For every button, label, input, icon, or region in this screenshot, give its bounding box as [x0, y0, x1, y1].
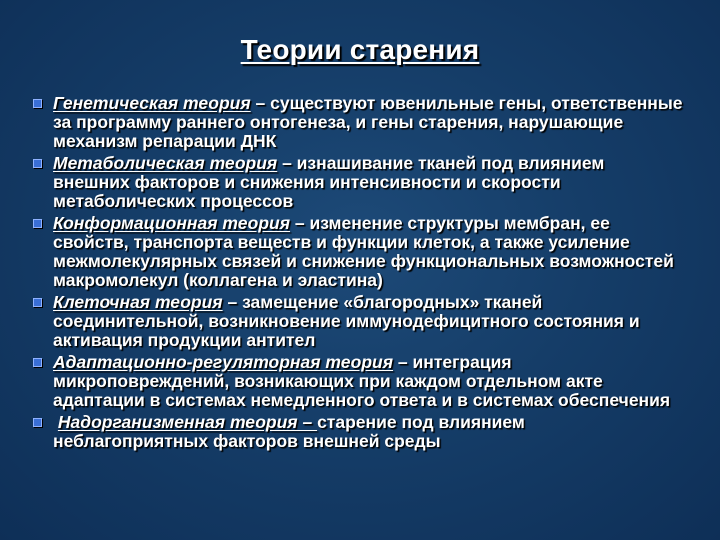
bullet-term: Метаболическая теория: [53, 153, 278, 173]
bullet-term: Конформационная теория: [53, 213, 291, 233]
bullet-term: Надорганизменная теория –: [57, 412, 318, 432]
bullet-genetic-theory: [33, 94, 683, 151]
bullet-supraorganismal-theory: [33, 413, 683, 451]
bullet-description: – изменение структуры мембран, ее свойств, транспорта веществ и функции клеток, а также усиление межмолекулярных связей и снижение функциональных возможностей макромолекул (коллагена и эластина): [53, 213, 674, 290]
bullet-metabolic-theory: [33, 154, 683, 211]
bullet-cellular-theory: [33, 293, 683, 350]
square-bullet-icon: [33, 99, 42, 108]
bullet-adaptive-regulatory-theory: [33, 353, 683, 410]
bullet-description: – интеграция микроповреждений, возникающих при каждом отдельном акте адаптации в системах немедленного ответа и в системах обеспечения: [53, 352, 671, 410]
bullet-term: Клеточная теория: [53, 292, 223, 312]
bullet-conformational-theory: [33, 214, 683, 290]
bullet-description: – изнашивание тканей под влиянием внешних факторов и снижения интенсивности и скорости метаболических процессов: [53, 153, 605, 211]
bullet-description: – замещение «благородных» тканей соединительной, возникновение иммунодефицитного состояния и активация продукции антител: [53, 292, 640, 350]
bullet-list: [33, 94, 683, 454]
square-bullet-icon: [33, 358, 42, 367]
slide-title: Теории старения: [240, 34, 480, 65]
bullet-term: Адаптационно-регуляторная теория: [53, 352, 394, 372]
square-bullet-icon: [33, 219, 42, 228]
square-bullet-icon: [33, 418, 42, 427]
bullet-description: старение под влиянием неблагоприятных факторов внешней среды: [53, 412, 525, 451]
square-bullet-icon: [33, 159, 42, 168]
bullet-description: – существуют ювенильные гены, ответственные за программу раннего онтогенеза, и гены старения, нарушающие механизм репарации ДНК: [53, 93, 683, 151]
bullet-term: Генетическая теория: [53, 93, 251, 113]
square-bullet-icon: [33, 298, 42, 307]
